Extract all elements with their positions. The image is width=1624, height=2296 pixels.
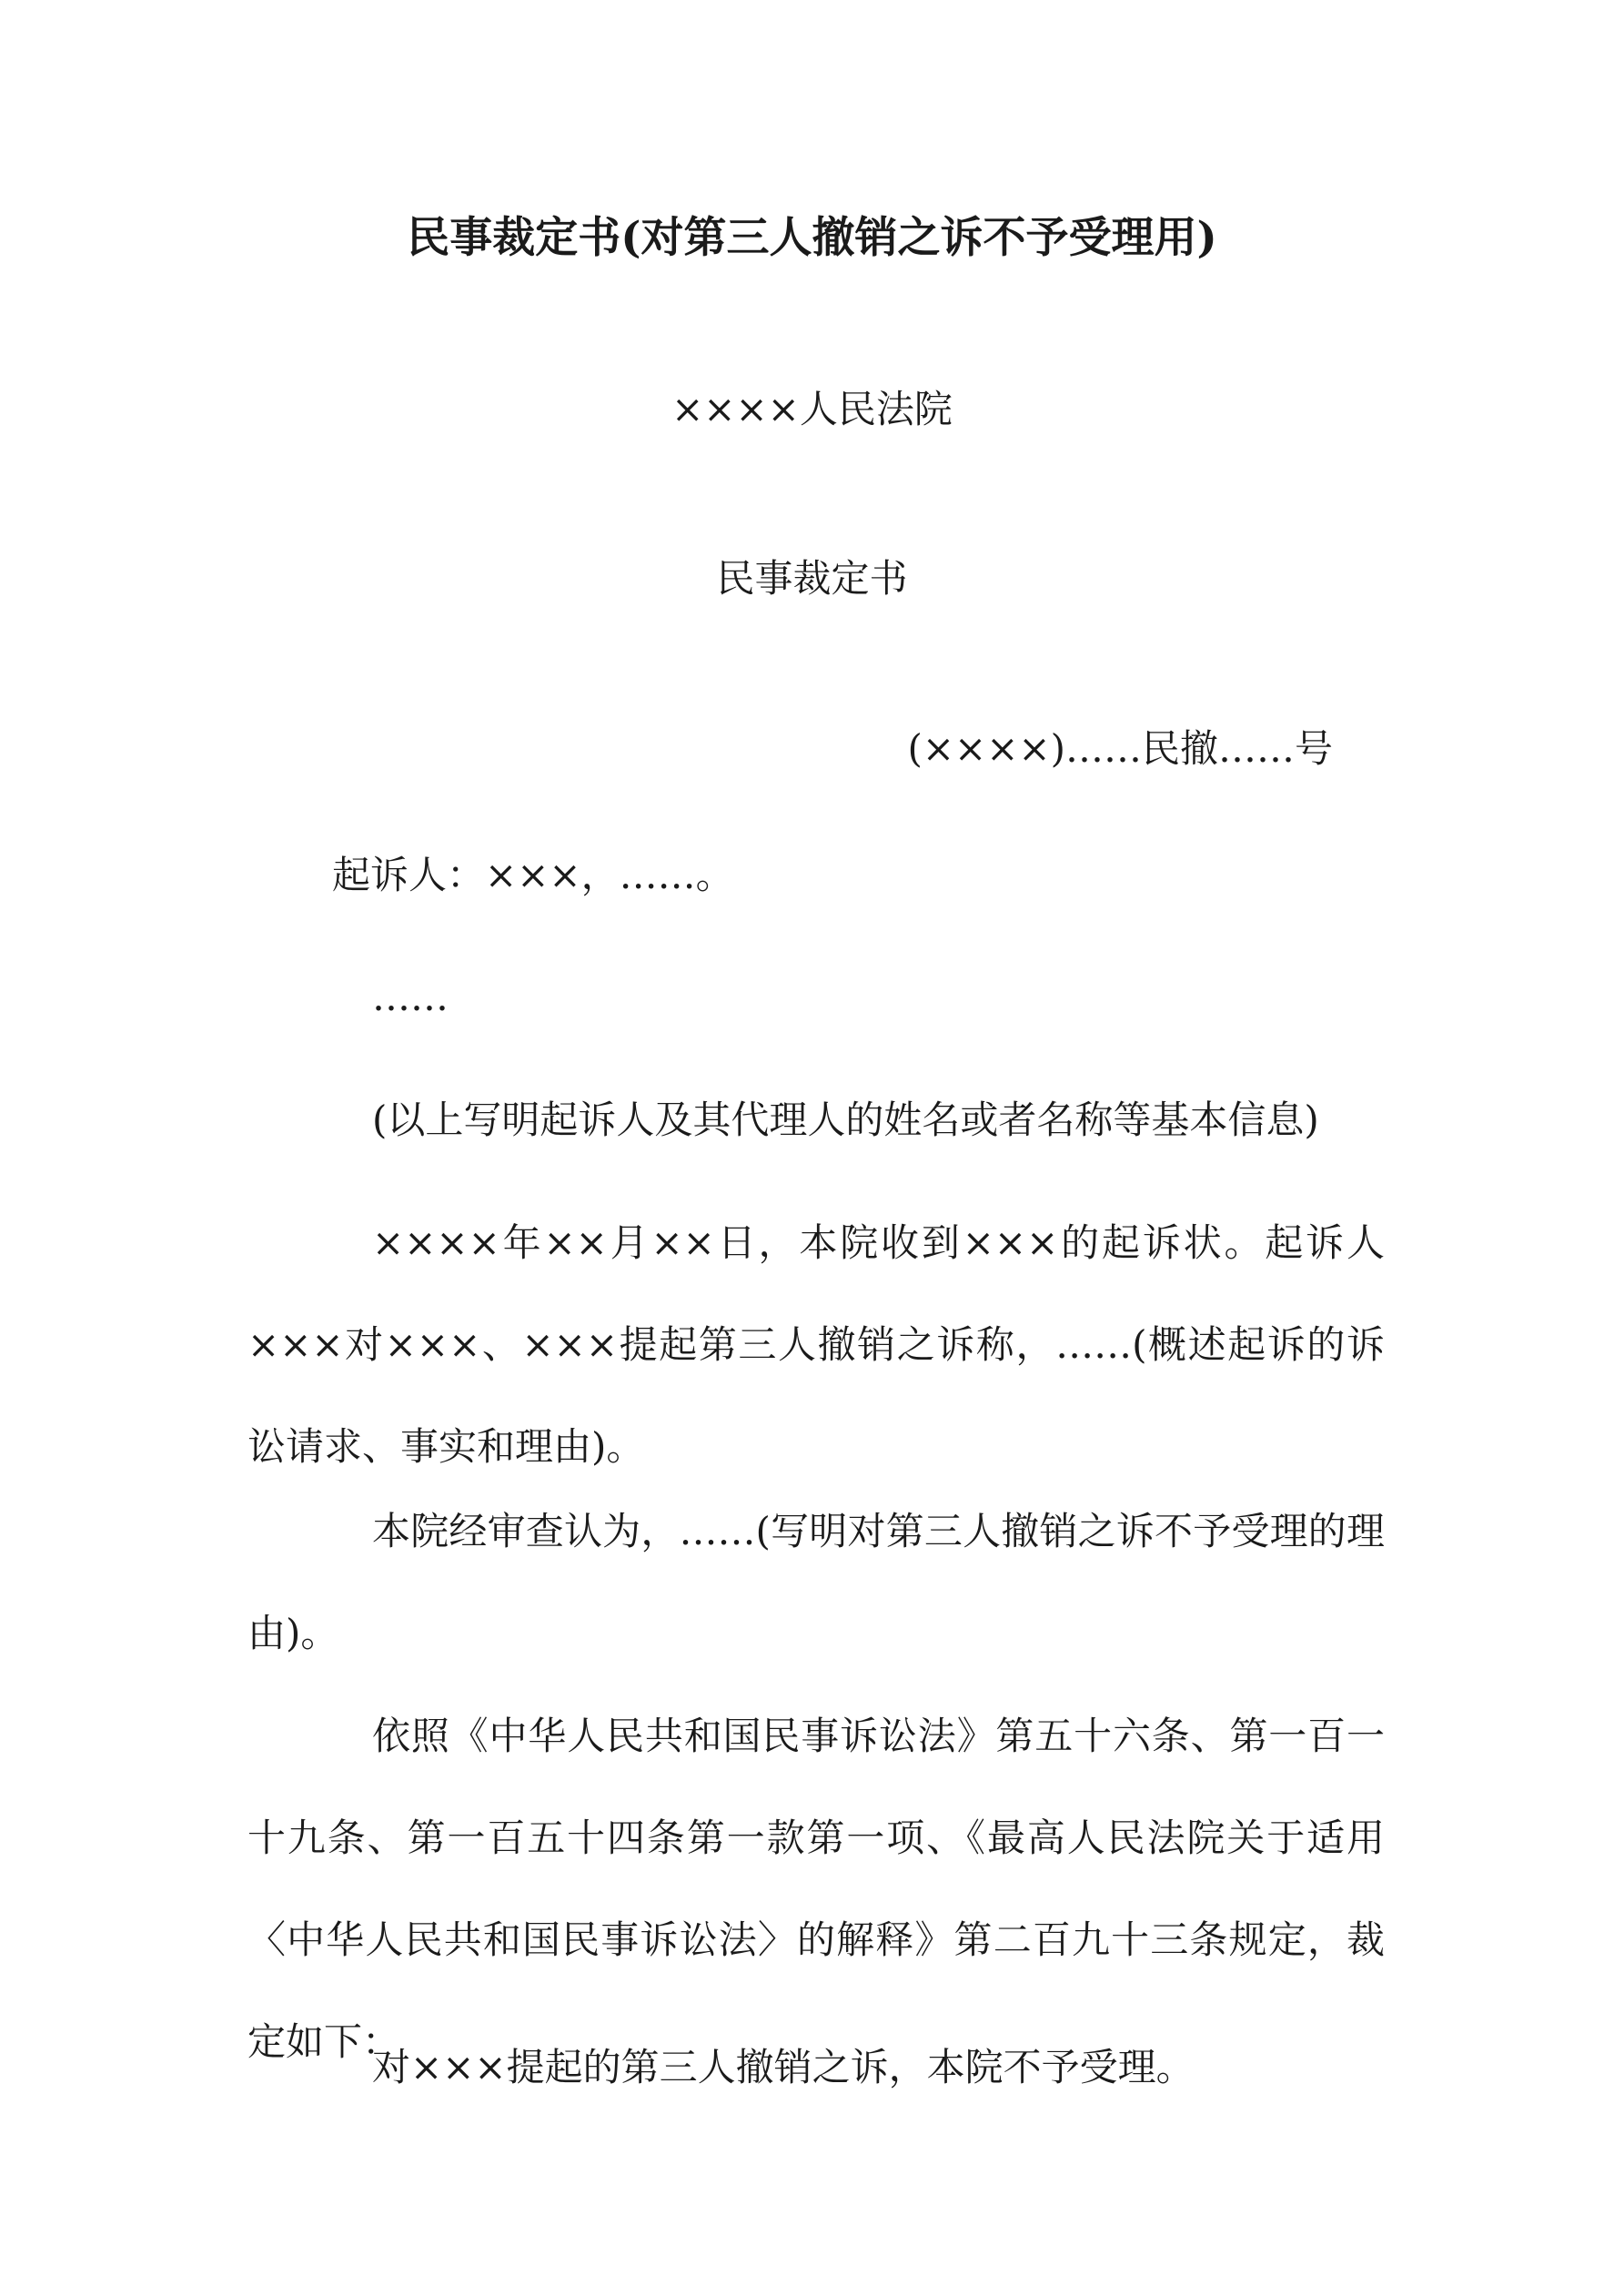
document-type-heading: 民事裁定书 — [716, 556, 908, 601]
case-number: (××××)……民撤……号 — [907, 726, 1333, 771]
paragraph-review: 本院经审查认为，……(写明对第三人撤销之诉不予受理的理由)。 — [247, 1509, 1385, 1655]
ellipsis-line: …… — [372, 975, 449, 1019]
party-info-note: (以上写明起诉人及其代理人的姓名或者名称等基本信息) — [372, 1097, 1319, 1142]
document-title: 民事裁定书(对第三人撤销之诉不予受理用) — [407, 213, 1217, 263]
paragraph-receipt: ××××年××月××日，本院收到×××的起诉状。起诉人×××对×××、×××提起第三人撤销之诉称，……(概述起诉的诉讼请求、事实和理由)。 — [247, 1220, 1385, 1469]
court-name: ××××人民法院 — [671, 387, 953, 431]
paragraph-ruling: 对×××提起的第三人撤销之诉，本院不予受理。 — [372, 2045, 1195, 2089]
paragraph-legal-basis: 依照《中华人民共和国民事诉讼法》第五十六条、第一百一十九条、第一百五十四条第一款第一项、《最高人民法院关于适用〈中华人民共和国民事诉讼法〉的解释》第二百九十三条规定，裁定如下： — [247, 1714, 1385, 2064]
plaintiff-line: 起诉人：×××，……。 — [332, 853, 734, 897]
